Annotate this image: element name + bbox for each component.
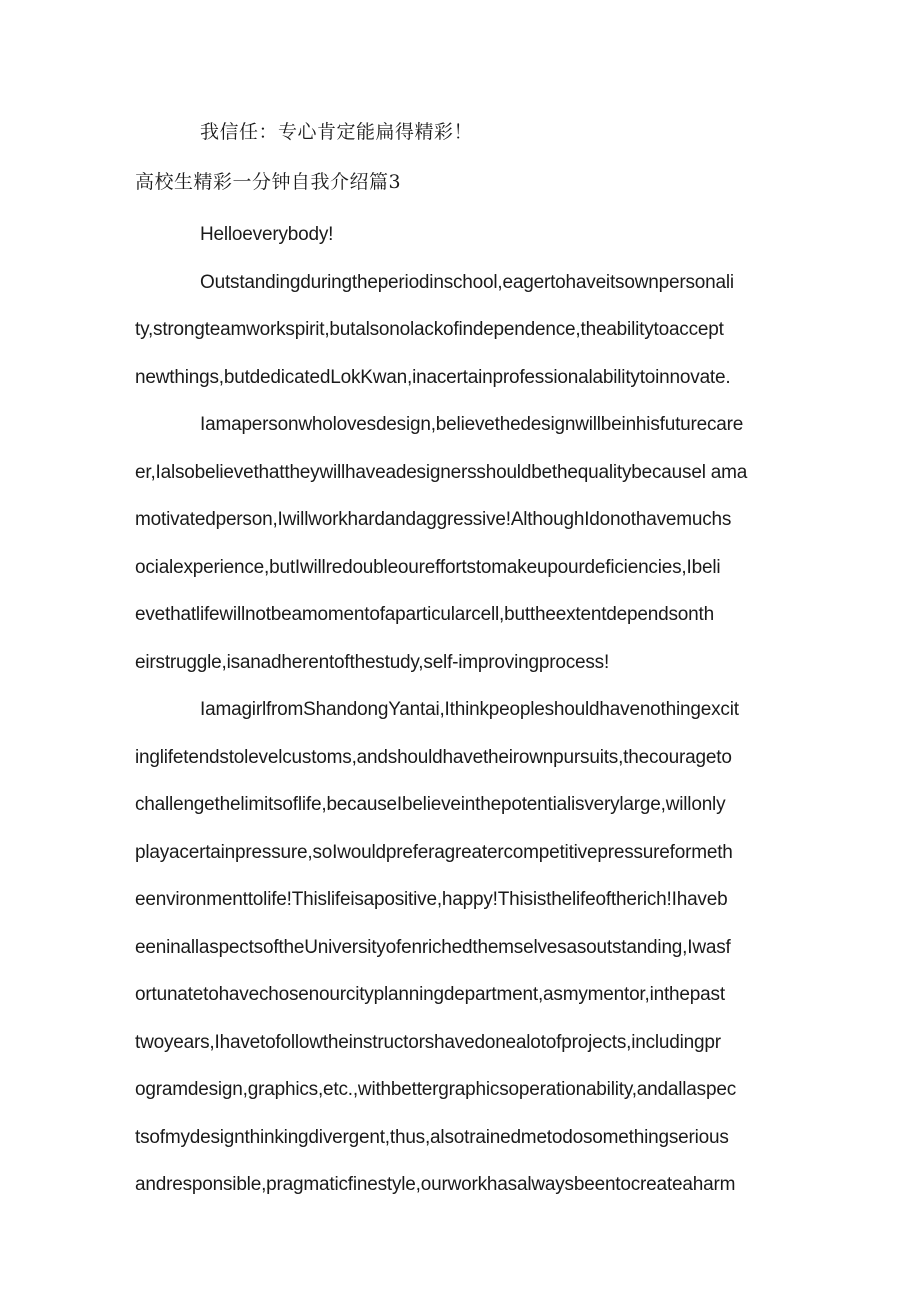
paragraph-3-line-8: twoyears,Ihavetofollowtheinstructorshavedonealotofprojects,includingpr [135, 1032, 721, 1053]
paragraph-3-line-10: tsofmydesignthinkingdivergent,thus,alsotrainedmetodosomethingserious [135, 1127, 729, 1148]
text-line-1: 我信任：专心肯定能扁得精彩！ [200, 121, 474, 143]
paragraph-1-line-3: newthings,butdedicatedLokKwan,inacertainprofessionalabilitytoinnovate. [135, 367, 731, 388]
paragraph-3-line-9: ogramdesign,graphics,etc.,withbettergraphicsoperationability,andallaspec [135, 1079, 736, 1100]
paragraph-2-line-2: er,Ialsobelievethattheywillhaveadesignersshouldbethequalitybecausel ama [135, 462, 748, 483]
paragraph-2-line-5: evethatlifewillnotbeamomentofaparticularcell,buttheextentdependsonth [135, 604, 714, 625]
paragraph-2-line-3: motivatedperson,Iwillworkhardandaggressive!AlthoughIdonothavemuchs [135, 509, 732, 530]
paragraph-2-line-4: ocialexperience,butIwillredoubleoureffortstomakeupourdeficiencies,Ibeli [135, 557, 721, 578]
section-heading: 高校生精彩一分钟自我介绍篇3 [135, 171, 402, 193]
paragraph-3-line-5: eenvironmenttolife!Thislifeisapositive,happy!Thisisthelifeoftherich!Ihaveb [135, 889, 728, 910]
paragraph-3-line-2: inglifetendstolevelcustoms,andshouldhavetheirownpursuits,thecourageto [135, 747, 732, 768]
paragraph-3-line-1: IamagirlfromShandongYantai,Ithinkpeopleshouldhavenothingexcit [200, 699, 739, 720]
paragraph-2-line-6: eirstruggle,isanadherentofthestudy,self-improvingprocess! [135, 652, 610, 673]
paragraph-2-line-1: Iamapersonwholovesdesign,believethedesignwillbeinhisfuturecare [200, 414, 744, 435]
paragraph-3-line-3: challengethelimitsoflife,becauseIbelieveinthepotentialisverylarge,willonly [135, 794, 726, 815]
paragraph-3-line-11: andresponsible,pragmaticfinestyle,ourworkhasalwaysbeentocreateaharm [135, 1174, 736, 1195]
greeting-line: Helloeverybody! [200, 224, 334, 245]
paragraph-1-line-1: Outstandingduringtheperiodinschool,eagertohaveitsownpersonali [200, 272, 734, 293]
paragraph-3-line-6: eeninallaspectsoftheUniversityofenrichedthemselvesasoutstanding,Iwasf [135, 937, 731, 958]
paragraph-1-line-2: ty,strongteamworkspirit,butalsonolackofindependence,theabilitytoaccept [135, 319, 724, 340]
paragraph-3-line-7: ortunatetohavechosenourcityplanningdepartment,asmymentor,inthepast [135, 984, 725, 1005]
paragraph-3-line-4: playacertainpressure,soIwouldpreferagreatercompetitivepressureformeth [135, 842, 733, 863]
